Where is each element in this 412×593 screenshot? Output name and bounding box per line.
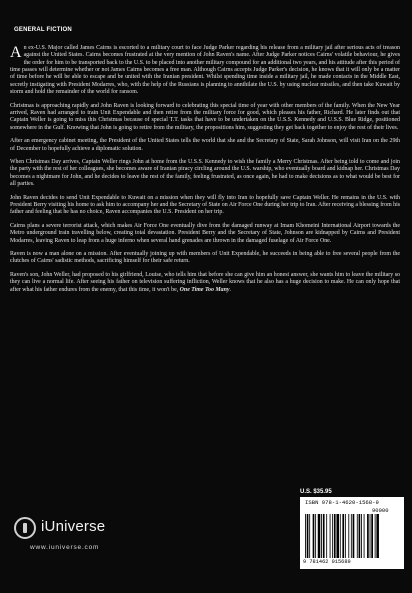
paragraph-1-text: n ex-U.S. Major called James Cairns is escorted to a military court to face Judge Parker regarding his release from a military jail after serious acts of treason against the United States. Cairns becomes frustrated at the very mention of John Raven's name. After Judge Parker notices Cairns' volatile behaviour, he gives the order for him to be transported back to the U.S. to be placed into another military compound for an additional two years, and his attitude after this period of time passes will determine whether or not James Cairns becomes a free man. Although Cairns accepts Judge Parker's decision, he knows that it will only be a matter of time before he will be able to escape and be united with the Iranian president. Whilst spending time inside a military jail, he made contacts in the Middle East, secretly instigating with President Modarres, who, with the help of the Russians is planning to annihilate the U.S. by using nuclear missiles, and then take Kuwait by storm and hold the remainder of the world for ransom. — [10, 45, 400, 96]
barcode-stripe — [370, 514, 371, 558]
barcode-digits: 9 781462 015689 — [303, 559, 351, 565]
barcode-stripe — [330, 514, 331, 558]
synopsis-paragraph-2: Christmas is approaching rapidly and John Raven is looking forward to celebrating this special time of year with other members of the family. When the New Year arrived, Raven had arranged to train Unit Expendable and then retire from the military force for good, which pleases his father, Richard. He later finds out that Captain Weller is going to miss this Christmas because of special T.T. tasks that have to be undertaken on the U.S.S. Kennedy and U.S.S. Blue Ridge, positioned somewhere in the Gulf. Knowing that John is going to retire from the military, the propositions him, suggesting they get back together to enjoy the rest of their lives. — [10, 102, 400, 131]
synopsis-paragraph-5: John Raven decides to send Unit Expendable to Kuwait on a mission when they will fly into Iran to hopefully save Captain Weller. He remains in the U.S. with President Berry visiting his home to ask him to accompany her and the Secretary of State on Air Force One during her trip to Iran. After receiving a blessing from his father and feeling that he has no choice, Raven accompanies the U.S. President on her trip. — [10, 194, 400, 216]
barcode-stripe — [376, 514, 379, 558]
barcode-icon — [305, 514, 399, 558]
barcode-stripe — [345, 514, 346, 558]
barcode-stripe — [353, 514, 355, 558]
paragraph-8-end: . — [229, 286, 231, 293]
barcode-stripe — [321, 514, 322, 558]
barcode-stripe — [371, 514, 373, 558]
barcode-stripe — [326, 514, 327, 558]
back-cover-synopsis — [10, 45, 400, 300]
publisher-url: www.iuniverse.com — [30, 544, 100, 551]
drop-cap: A — [10, 44, 22, 61]
barcode-stripe — [305, 514, 306, 558]
iuniverse-logo-icon — [14, 517, 36, 539]
barcode-stripe — [348, 514, 349, 558]
synopsis-paragraph-3: After an emergency cabinet meeting, the President of the United States tells the world that she and the Secretary of State, Sarah Johnson, will visit Iran on the 29th of December to hopefully achieve a diplomatic solution. — [10, 138, 400, 152]
barcode-stripe — [375, 514, 376, 558]
synopsis-paragraph-1 — [10, 45, 400, 96]
barcode-stripe — [309, 514, 310, 558]
price-label: U.S. $35.95 — [300, 489, 332, 495]
publisher-name: iUniverse — [41, 518, 106, 535]
synopsis-paragraph-8 — [10, 272, 400, 294]
genre-label: GENERAL FICTION — [14, 27, 72, 33]
book-title-emphasis: One Time Too Many — [179, 286, 230, 293]
barcode-stripe — [367, 514, 369, 558]
barcode-stripe — [334, 514, 336, 558]
isbn-text: ISBN 978-1-4620-1568-9 — [305, 499, 379, 506]
barcode-stripe — [351, 514, 352, 558]
barcode-stripe — [332, 514, 333, 558]
barcode-stripe — [357, 514, 358, 558]
barcode-stripe — [318, 514, 321, 558]
barcode-stripe — [361, 514, 362, 558]
barcode-stripe — [307, 514, 309, 558]
barcode-stripe — [364, 514, 365, 558]
barcode-stripe — [313, 514, 315, 558]
barcode-stripe — [359, 514, 361, 558]
synopsis-paragraph-4: When Christmas Day arrives, Captain Weller rings John at home from the U.S.S. Kennedy to wish the family a Merry Christmas. After being told to come and join the party with the rest of her colleagues, she becomes aware of Iranian piracy circling around the U.S. warship, who eventually board and kidnap her. Christmas Day becomes a nightmare for John, and he decides to leave the rest of the family, feeling frustrated, as once again, he had to make decisions as to what would be best for all parties. — [10, 159, 400, 188]
price-code: 90000 — [372, 507, 389, 514]
barcode-stripe — [340, 514, 341, 558]
barcode-panel — [300, 497, 404, 569]
barcode-stripe — [323, 514, 325, 558]
paragraph-8-text: Raven's son, John Weller, had proposed to his girlfriend, Louise, who tells him that before she can give him an honest answer, she wants him to leave the military so they can live a normal life. After seeing his father on television suffering infliction, Weller knows that he also has a huge decision to make. He can only hope that after what his father endures from the enemy, that this time, it won't be, — [10, 271, 400, 293]
barcode-stripe — [315, 514, 316, 558]
synopsis-paragraph-7: Raven is now a man alone on a mission. After eventually joining up with members of Unit Expendable, he succeeds in being able to free several people from the clutches of Cairns' sadistic methods, sacrificing himself for their safe return. — [10, 251, 400, 265]
synopsis-paragraph-6: Cairns plans a severe terrorist attack, which makes Air Force One eventually dive from the damaged runway at Imam Khomeini International Airport towards the Metro underground train travelling below, creating total devastation. President Berry and the Secretary of State, Johnson are kidnapped by Cairns and President Modarres, leaving Raven to leap from a huge inferno when several hand grenades are thrown in the damaged fuselage of Air Force One. — [10, 222, 400, 244]
barcode-stripe — [342, 514, 344, 558]
publisher-logo — [14, 515, 144, 555]
barcode-stripe — [336, 514, 339, 558]
